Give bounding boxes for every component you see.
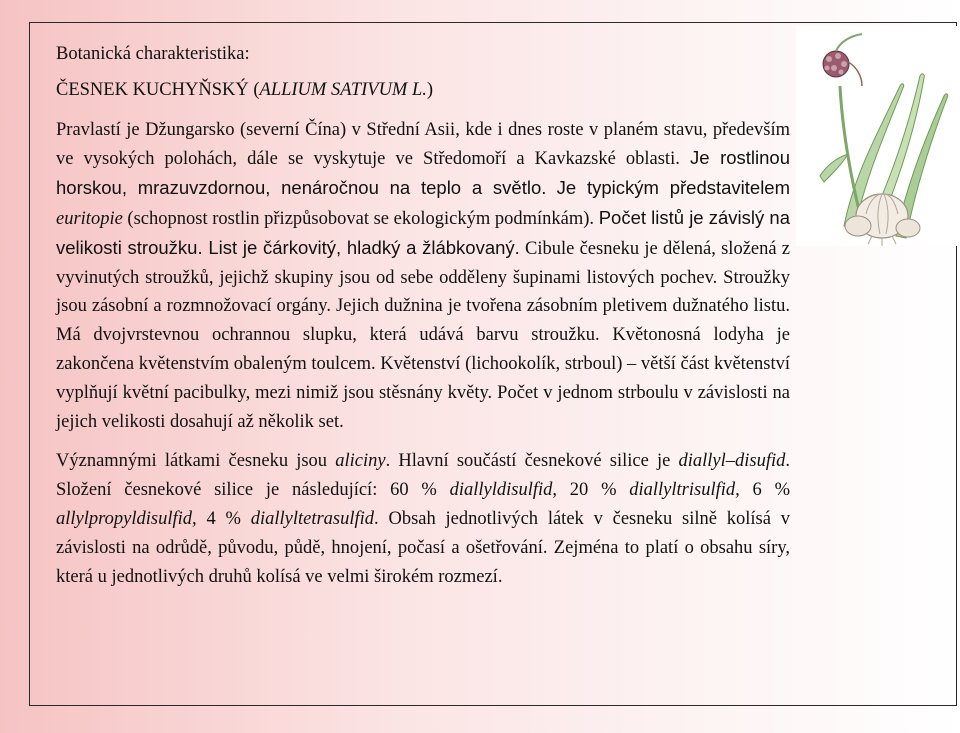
composition-paragraph: [56, 447, 790, 591]
bulb-sentences: Cibule česneku je dělená, složená z vyvinutých stroužků, jejichž skupiny jsou od sebe odděleny šupinami listových pochev. Stroužky jsou zásobní a rozmnožovací orgány. Jejich dužnina je tvořena zásobním pletivem dužnatého listu. Má dvojvrstevnou ochrannou slupku, která udává barvu stroužku. Květonosná lodyha je zakončena květenstvím obaleným toulcem.: [56, 238, 791, 374]
text-segment: 4 %: [196, 508, 251, 529]
text-segment: 6 %: [739, 480, 790, 501]
section-heading: Botanická charakteristika:: [56, 44, 250, 64]
title-text: ČESNEK KUCHYŇSKÝ (: [56, 79, 260, 100]
habitat-sentence: Je rostlinou horskou, mrazuvzdornou, nenáročnou na teplo a světlo.: [56, 147, 791, 199]
leaf-sentence: Počet listů je závislý na velikosti stroužku. List je čárkovitý, hladký a žlábkovaný.: [56, 206, 790, 258]
diallyltrisulfid-term: diallyltrisulfid,: [629, 480, 740, 501]
ecology-sentence-start: Je typickým představitelem: [556, 177, 791, 199]
title-close: ): [426, 79, 434, 100]
latin-name: ALLIUM SATIVUM L.: [259, 79, 427, 100]
description-paragraph: [56, 116, 790, 437]
diallyldisulfid-term: diallyldisulfid: [449, 480, 553, 501]
euritopie-term: euritopie: [56, 208, 123, 229]
page-title: [56, 76, 790, 105]
diallyltetrasulfid-term: diallyltetrasulfid: [250, 508, 375, 529]
text-segment: . Obsah jednotlivých látek v česneku silně kolísá v závislosti na odrůdě, původu, půdě, hnojení, počasí a ošetřování. Zejména to platí o obsahu síry, která u jednotlivých druhů kolísá ve velmi širokém rozmezí.: [56, 508, 790, 587]
inflorescence-sentence: Květenství (lichookolík, strboul) – větší část květenství vyplňují květní pacibulky, mezi nimiž jsou stěsnány květy.: [56, 353, 790, 403]
text-segment: Významnými látkami česneku jsou: [56, 451, 336, 472]
aliciny-term: aliciny: [335, 451, 386, 472]
diallyl-disufid-term: diallyl–disufid: [678, 451, 786, 472]
count-sentence: Počet v jednom strboulu v závislosti na jejich velikosti dosahují až několik set.: [56, 382, 791, 432]
allylpropyldisulfid-term: allylpropyldisulfid,: [56, 508, 197, 529]
text-segment: , 20 %: [552, 480, 630, 501]
ecology-sentence-end: (schopnost rostlin přizpůsobovat se ekologickým podmínkám).: [122, 208, 595, 229]
text-segment: . Hlavní součástí česnekové silice je: [385, 451, 679, 472]
origin-sentence: Pravlastí je Džungarsko (severní Čína) v Střední Asii, kde i dnes roste v planém stavu, především ve vysokých polohách, dále se vyskytuje ve Středomoří a Kavkazské oblasti.: [56, 119, 790, 170]
garlic-plant-icon: [796, 26, 960, 246]
text-segment: . Složení česnekové silice je následující: 60 %: [56, 451, 791, 501]
document-body: [56, 40, 790, 591]
